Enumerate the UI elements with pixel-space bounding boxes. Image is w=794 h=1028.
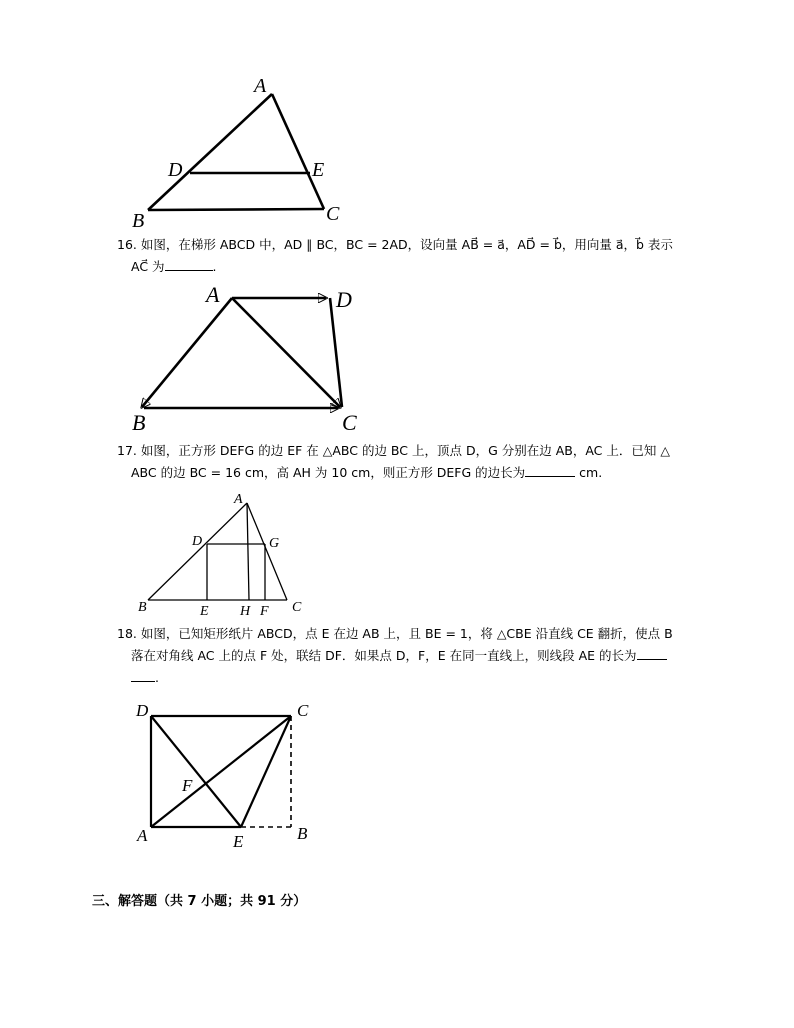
figure-triangle-ade	[120, 70, 360, 235]
question-16	[117, 234, 673, 278]
label-C: C	[326, 203, 340, 225]
label-H: H	[240, 604, 251, 619]
label-B: B	[132, 210, 145, 232]
label-D: D	[192, 534, 203, 549]
question-text: ABC 的边 BC = 16 cm，高 AH 为 10 cm，则正方形 DEFG 的边长为	[131, 465, 526, 480]
question-number: 17.	[117, 443, 137, 458]
segment-ac	[272, 94, 324, 209]
question-number: 16.	[117, 237, 137, 252]
label-D: D	[136, 701, 149, 720]
segment-bc	[148, 209, 324, 210]
vector-ac	[232, 298, 340, 407]
label-A: A	[206, 282, 220, 307]
segment-ac	[247, 503, 287, 600]
label-E: E	[312, 159, 325, 181]
label-A: A	[137, 826, 148, 845]
question-text: 如图，在梯形 ABCD 中，AD ∥ BC，BC = 2AD，设向量 AB⃗ = a⃗，AD⃗ = b⃗，用向量 a⃗，b⃗ 表示	[140, 237, 673, 252]
label-C: C	[297, 701, 309, 720]
segment-de	[151, 716, 241, 827]
answer-blank[interactable]	[525, 463, 575, 477]
label-B: B	[138, 600, 147, 615]
answer-blank[interactable]	[637, 646, 667, 660]
label-F: F	[182, 776, 193, 795]
figure-square-in-triangle	[130, 488, 320, 618]
figure-rectangle-fold	[125, 695, 330, 855]
label-B: B	[132, 410, 146, 435]
segment-ah	[247, 503, 249, 600]
label-E: E	[200, 604, 209, 619]
label-C: C	[292, 600, 302, 615]
segment-dc	[330, 298, 342, 407]
question-17	[117, 440, 670, 484]
question-18	[117, 623, 673, 689]
label-G: G	[269, 536, 280, 551]
section-heading: 三、解答题（共 7 小题；共 91 分）	[92, 894, 307, 909]
label-A: A	[234, 492, 243, 507]
question-number: 18.	[117, 626, 137, 641]
answer-blank-cont	[131, 668, 155, 682]
segment-ab	[148, 94, 272, 210]
question-text: 落在对角线 AC 上的点 F 处，联结 DF．如果点 D，F，E 在同一直线上，则线段 AE 的长为	[131, 648, 637, 663]
vector-ab	[142, 298, 232, 407]
question-text: 如图，已知矩形纸片 ABCD，点 E 在边 AB 上，且 BE = 1，将 △CBE 沿直线 CE 翻折，使点 B	[140, 626, 673, 641]
label-D: D	[336, 287, 352, 312]
label-F: F	[260, 604, 269, 619]
segment-ac	[151, 716, 291, 827]
question-text: .	[155, 670, 159, 685]
answer-blank[interactable]	[165, 257, 213, 271]
label-A: A	[254, 75, 267, 97]
segment-ab	[148, 503, 247, 600]
label-C: C	[342, 410, 357, 435]
label-D: D	[168, 159, 183, 181]
label-E: E	[233, 832, 244, 851]
question-text: cm.	[579, 465, 603, 480]
label-B: B	[297, 824, 308, 843]
question-text: 如图，正方形 DEFG 的边 EF 在 △ABC 的边 BC 上，顶点 D，G 分别在边 AB，AC 上．已知 △	[140, 443, 670, 458]
question-text: AC⃗ 为	[131, 259, 165, 274]
figure-trapezoid-vectors	[120, 280, 380, 435]
question-text: .	[212, 259, 217, 274]
segment-ec	[241, 716, 291, 827]
